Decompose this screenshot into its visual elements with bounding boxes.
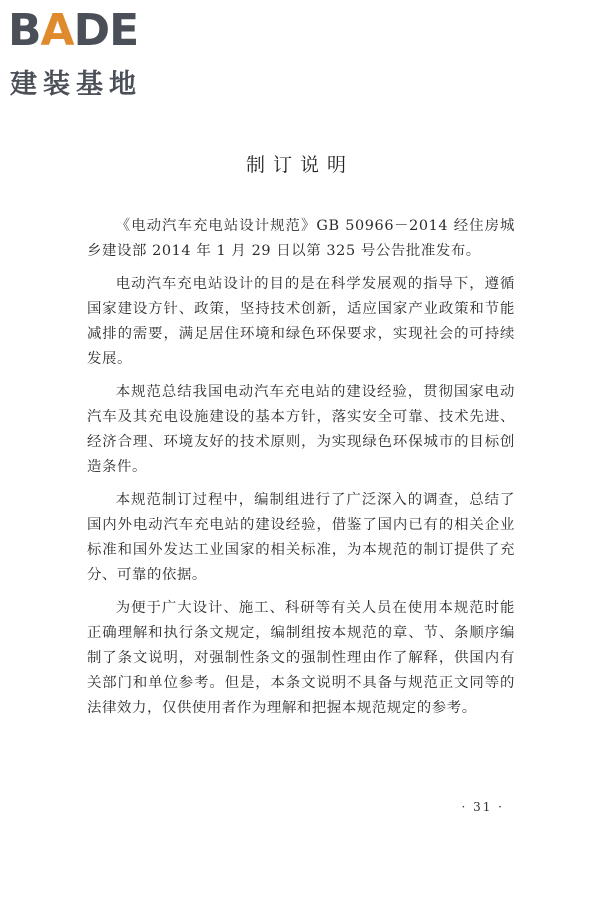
paragraph-2: 电动汽车充电站设计的目的是在科学发展观的指导下，遵循国家建设方针、政策，坚持技术创新，适应国家产业政策和节能减排的需要，满足居住环境和绿色环保要求，实现社会的可持续发展。 xyxy=(87,276,515,367)
paragraph-5: 为便于广大设计、施工、科研等有关人员在使用本规范时能正确理解和执行条文规定，编制组按本规范的章、节、条顺序编制了条文说明，对强制性条文的强制性理由作了解释，供国内有关部门和单位参考。但是，本条文说明不具备与规范正文同等的法律效力，仅供使用者作为理解和把握本规范规定的参考。 xyxy=(87,600,515,716)
body-text xyxy=(87,214,515,729)
paragraph-3: 本规范总结我国电动汽车充电站的建设经验，贯彻国家电动汽车及其充电设施建设的基本方针，落实安全可靠、技术先进、经济合理、环境友好的技术原则，为实现绿色环保城市的目标创造条件。 xyxy=(87,384,515,475)
logo-tagline: 建装基地 xyxy=(10,69,142,100)
page-number: · 31 · xyxy=(461,800,504,814)
paragraph-1: 《电动汽车充电站设计规范》GB 50966－2014 经住房城乡建设部 2014 年 1 月 29 日以第 325 号公告批准发布。 xyxy=(87,218,515,259)
page-title: 制订说明 xyxy=(245,154,354,176)
logo xyxy=(8,5,178,100)
logo-wordmark: BADE xyxy=(8,5,139,56)
paragraph-4: 本规范制订过程中，编制组进行了广泛深入的调查，总结了国内外电动汽车充电站的建设经验，借鉴了国内已有的相关企业标准和国外发达工业国家的相关标准，为本规范的制订提供了充分、可靠的依据。 xyxy=(87,492,515,583)
